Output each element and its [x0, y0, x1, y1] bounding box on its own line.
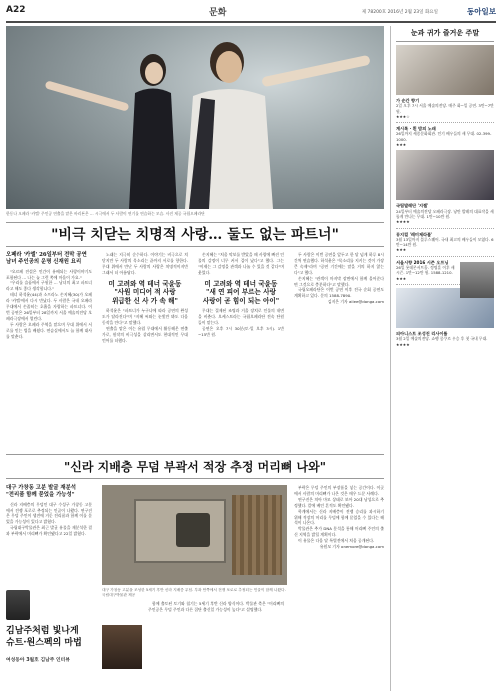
paragraph: 함께 출토된 토기와 철기는 5세기 후반 신라 양식이다. 박물관 측은 "머리뼈의 주인공은 무덤 주인과 다른 집단 출신일 가능성이 높다"고 설명했다.	[148, 601, 284, 612]
opera-photo	[6, 26, 384, 209]
opera-subhead: 오페라 '카엘' 26일부터 전막 공연 남녀 주인공의 운명 신재원 요리	[6, 252, 87, 266]
sidebar-photo-2	[396, 150, 494, 200]
divider	[396, 122, 494, 123]
paragraph: 박물관은 추가 DNA 분석을 통해 머리뼈 주인의 출신 지역을 밝힐 계획이다.	[294, 526, 384, 538]
main-content	[6, 26, 384, 691]
page-header	[6, 3, 496, 23]
entry-rating: ★★★	[396, 247, 407, 253]
opera-article-body	[6, 252, 384, 452]
paragraph: 두 사람은 이번 공연을 앞두고 한 달 넘게 하루 8시간씩 연습했다. 하석윤은 "목소리를 지키는 것이 가장 큰 숙제"라며 "공연 기간에는 말을 거의 하지 않는다"고 했다.	[294, 252, 384, 275]
entry-title: 계시록 · 흰 밤의 노래	[396, 126, 436, 132]
singer-man-figure	[181, 34, 276, 209]
entry-body: 3월 13일까지 블루스퀘어. 국내 최고의 배우들이 모였다. 6만∼14만 원.	[396, 236, 494, 248]
entry-rating: ★★★	[396, 142, 407, 148]
paragraph: 신라 지배층의 무덤인 대구 수성구 가창동 고분에서 전쟁 포로로 추정되는 인골이 나왔다. 연구진은 무덤 주인이 생전에 거둔 전리품과 함께 이를 묻었을 가능성이 있다고 밝혔다.	[6, 501, 92, 525]
paragraph: 무대는 절제된 조명과 거울 장치로 인물의 내면을 비춘다. 오케스트라는 국립오페라단 전속 단원들이 맡는다.	[198, 308, 284, 326]
interview-portrait-small	[6, 590, 30, 620]
sidebar-weekend-guide	[390, 26, 494, 691]
singer-woman-figure	[121, 48, 185, 209]
byline: 유원모 기자 onemore@donga.com	[319, 544, 384, 550]
entry-title: 가 순간 향기	[396, 98, 420, 103]
silla-column-2	[148, 601, 284, 613]
opera-midhead-1: 미 고려와 역 테너 국윤동 "사원 미디어 적 사랑 위급한 신 사 가 속 해"	[108, 279, 182, 305]
entry-rating: ★★★★	[396, 219, 410, 225]
paragraph: 국립대구박물관은 최근 발굴 유물을 재분석한 결과 부곽에서 머리뼈가 확인됐다고 22일 밝혔다.	[6, 525, 92, 537]
opera-column-3	[198, 252, 284, 338]
entry-title: 국립발레단 '지젤'	[396, 203, 429, 209]
entry-body: 26일 롯데콘서트홀. 정명훈 이후 새 시즌. 1만∼12만 원. 1588-1210.	[396, 265, 455, 276]
sidebar-photo-1	[396, 45, 494, 95]
sidebar-portrait	[460, 262, 494, 298]
entry-body: 2일 오후 7시 서울 예술의전당. 매주 화∼일 공연. 3만∼7만 원.	[396, 103, 494, 114]
opera-column-2	[102, 252, 188, 344]
paragraph: "우리를 슬픔에서 구원한 … 남녀의 최고 파트너라고 해도 좋다 생각합니다."	[6, 280, 92, 292]
entry-rating: ★★★	[396, 275, 407, 281]
issue-date: 제 78200호 2016년 2월 23일 화요일	[361, 10, 438, 15]
headline-silla: "신라 지배층 무덤 부곽서 적장 추정 머리뼈 나와"	[6, 454, 384, 479]
opera-column-4	[294, 252, 384, 305]
silla-subhead: 대구 가창동 고분 발굴 재분석 "전리품 함께 묻었을 가능성"	[6, 485, 76, 499]
feature-portrait	[102, 625, 142, 669]
section-name: 문화	[209, 8, 227, 18]
sidebar-entry	[396, 331, 494, 347]
photo-arm-woman	[45, 80, 130, 111]
entry-body: 3월 2일 예술의전당. 쇼팽 콩쿠르 우승 후 첫 국내 무대.	[396, 336, 488, 342]
entry-rating: ★★★☆	[396, 113, 410, 119]
paragraph: 손지혜는 "처음 악보를 받았을 때 사랑에 빠진 인물의 감정이 너무 커서 겁이 났다"고 했다. 그는 "이제는 그 감정을 관객과 나눌 수 있을 것 같다"며 웃었다.	[198, 252, 284, 275]
entry-title: 피아니스트 조성진 리사이틀	[396, 330, 448, 336]
paragraph: 이 유물은 다음 달 특별전에서 처음 공개된다.	[298, 538, 375, 544]
feature-headline: 김남주처럼 빛나게 슈트·원스펙의 마법	[6, 626, 82, 648]
entry-title: 뮤지컬 '레미제라블'	[396, 231, 433, 237]
opera-column-1	[6, 252, 92, 339]
byline: 김지은 기자 ailee@donga.com	[327, 299, 384, 305]
paragraph: 학계에서는 신라 지배층이 전쟁 승리를 과시하기 위해 적장의 머리를 무덤에 함께 묻었을 수 있다는 해석이 나온다.	[294, 508, 384, 526]
entry-body: 26일까지 세종문화회관. 인기 배우들의 새 무대. 02-399-1000.	[396, 131, 492, 142]
photo-caption: 한동나 오페라 '카엘' 주인공 연출을 맡은 바리톤은 … 시극에서 두 사람이 연기를 연습하는 모습. 사진 제공 국립오페라단	[6, 211, 205, 216]
paragraph: 노래는 지극히 순수하다. 이야기는 비극으로 치닫지만 두 사람의 목소리는 끝까지 서로를 향한다. 무대 위에서 만난 두 사람의 사랑은 치명적이지만 그래서 더 아름답다.	[102, 252, 188, 275]
sidebar-entry	[396, 126, 494, 147]
silla-column-4	[294, 485, 384, 550]
paragraph: 국립오페라단은 이번 공연 이후 전국 순회 공연도 계획하고 있다. 문의 1588-7890.	[294, 287, 384, 299]
paragraph: 부곽은 무덤 주인의 부장품을 넣는 공간이다. 이곳에서 사람의 머리뼈가 나온 것은 매우 드문 사례다.	[294, 485, 384, 496]
paragraph: 테너 하석윤(44)과 소프라노 손지혜(30)가 오페라 '카엘'에서 다시 만났다. 두 사람은 국내 오페라 무대에서 손꼽히는 호흡을 자랑하는 파트너다. 이번 공연은 26일부터 28일까지 서울 예술의전당 오페라극장에서 열린다.	[6, 292, 92, 321]
excavation-caption: 대구 가창동 고분을 조성한 5세기 후반 신라 지배층 무덤. 부곽 안쪽에서 전쟁 포로로 추정되는 인골이 함께 나왔다. 국립대구박물관 제공	[102, 588, 286, 598]
divider	[396, 228, 494, 229]
paragraph: 하석윤은 "파트너가 누구냐에 따라 공연의 완성도가 달라진다"며 "지혜 씨와는 눈빛만 봐도 다음 동작을 안다"고 말했다.	[102, 308, 188, 326]
photo-arm-man	[261, 55, 371, 88]
newspaper-name: 동아일보	[467, 7, 496, 16]
paragraph: 손지혜는 "관객이 마지막 장면에서 함께 울어준다면 그것으로 충분하다"고 말했다.	[294, 275, 384, 287]
headline-opera: "비극 치닫는 치명적 사랑… 둘도 없는 파트너"	[6, 222, 384, 247]
paragraph: 연출을 맡은 이는 유럽 무대에서 활동해온 연출가로, 원작의 비극성을 살리면서도 현대적인 무대 언어를 더했다.	[102, 326, 188, 343]
sidebar-entry	[396, 232, 494, 253]
paragraph: 두 사람은 오페라 주역을 맡으며 무대 위에서 서로를 믿는 법을 배웠다. 연습실에서도 늘 함께 대사를 맞춘다.	[6, 321, 92, 339]
page-number: A22	[6, 5, 26, 15]
sidebar-entry	[396, 203, 494, 224]
paragraph: 연구진은 치아 마모 상태로 보아 20대 남성으로 추정했다. 칼에 베인 흔적도 확인됐다.	[294, 496, 384, 508]
paragraph: "오르페 전설은 인간이 유배되는 사랑이야기도 포함된다 … 나는 늘 그런 쪽에 마음이 가요."	[6, 268, 92, 280]
paragraph: 공연은 오후 7시 30분(토·일 오후 3시). 1만∼15만 원.	[198, 326, 284, 338]
entry-rating: ★★★★	[396, 341, 410, 347]
feature-subtitle: 여성동아 3월호 김남주 인터뷰	[6, 658, 70, 663]
divider	[396, 256, 494, 257]
opera-midhead-2: 미 고려와 역 테너 국윤동 "새 연 피어 부르는 사랑 사랑이 곧 힘이 되는 아이"	[202, 279, 280, 305]
sidebar-entry	[396, 260, 494, 281]
sidebar-title: 눈과 귀가 즐거운 주말	[396, 26, 494, 42]
entry-body: 24일부터 예술의전당 오페라극장. 낭만 발레의 대표작을 새롭게 만나는 무대. 1만∼10만 원.	[396, 208, 494, 219]
entry-title: 서울시향 2016 시즌 오프닝	[396, 259, 449, 265]
sidebar-entry	[396, 98, 494, 119]
